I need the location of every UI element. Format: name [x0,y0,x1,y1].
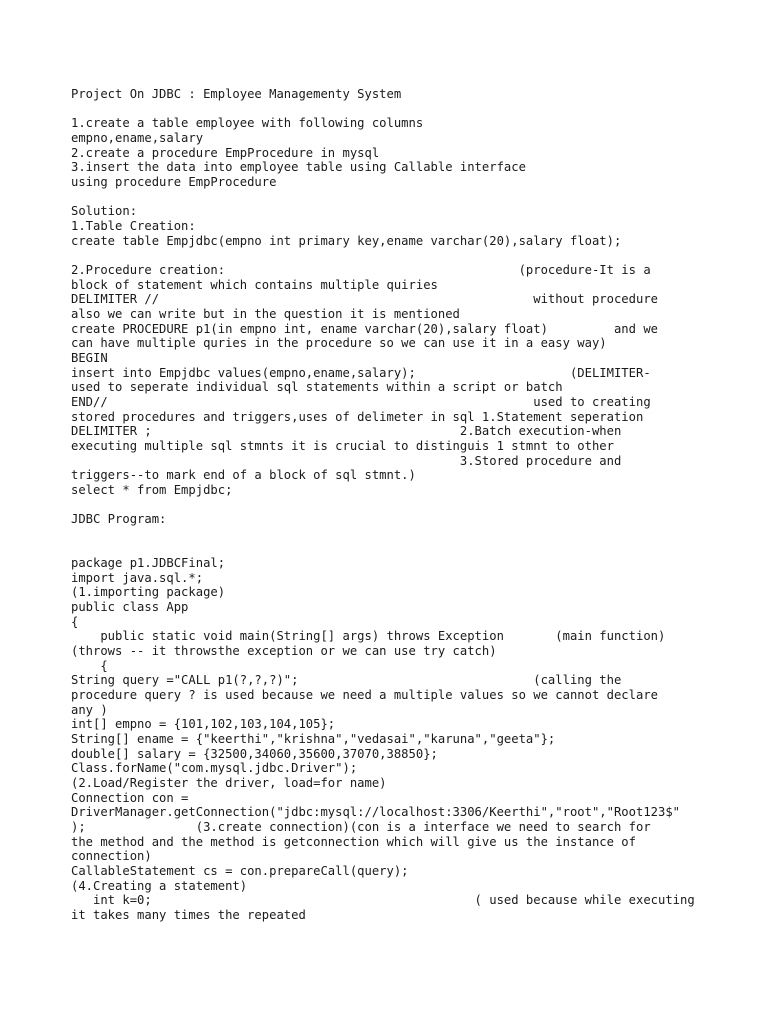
text-line: import java.sql.*; [71,570,204,585]
text-line: (2.Load/Register the driver, load=for name) [71,776,387,791]
text-line: BEGIN [71,350,108,365]
text-line: { [71,614,79,629]
text-line: DriverManager.getConnection("jdbc:mysql://localhost:3306/Keerthi","root","Root123$" [71,805,681,820]
text-line: Class.forName("com.mysql.jdbc.Driver"); [71,761,358,776]
text-line: connection) [71,849,152,864]
text-line: { [71,658,108,673]
text-line: also we can write but in the question it is mentioned [71,306,460,321]
text-line: double[] salary = {32500,34060,35600,37070,38850}; [71,746,438,761]
text-line: the method and the method is getconnection which will give us the instance of [71,834,636,849]
text-line: public class App [71,600,189,615]
text-line: procedure query ? is used because we need a multiple values so we cannot declare [71,688,658,703]
text-line: any ) [71,702,108,717]
text-line: create table Empjdbc(empno int primary key,ename varchar(20),salary float); [71,233,622,248]
text-line: Project On JDBC : Employee Managementy System [71,87,402,101]
text-line: 1.Table Creation: [71,218,196,233]
text-line: 3.Stored procedure and [71,453,622,468]
text-line: can have multiple quries in the procedure so we can use it in a easy way) [71,336,607,351]
text-line: CallableStatement cs = con.prepareCall(query); [71,863,409,878]
text-line: select * from Empjdbc; [71,482,233,497]
text-line: used to seperate individual sql statements within a script or batch [71,380,563,395]
text-line: 3.insert the data into employee table using Callable interface [71,160,526,175]
text-line: it takes many times the repeated [71,907,306,922]
text-line: JDBC Program: [71,512,167,527]
text-line: insert into Empjdbc values(empno,ename,salary); (DELIMITER- [71,365,651,380]
text-line: public static void main(String[] args) throws Exception (main function) [71,629,666,644]
text-line: package p1.JDBCFinal; [71,556,226,571]
text-line: String[] ename = {"keerthi","krishna","vedasai","karuna","geeta"}; [71,732,556,747]
text-line: using procedure EmpProcedure [71,174,277,189]
text-line: int k=0; ( used because while executing [71,893,695,908]
text-line: create PROCEDURE p1(in empno int, ename varchar(20),salary float) and we [71,321,658,336]
text-line: triggers--to mark end of a block of sql stmnt.) [71,468,416,483]
text-line: END// used to creating [71,394,651,409]
text-line: ); (3.create connection)(con is a interface we need to search for [71,820,651,834]
text-line: executing multiple sql stmnts it is crucial to distinguis 1 stmnt to other [71,438,614,453]
text-line: block of statement which contains multiple quiries [71,277,438,292]
text-line: 2.Procedure creation: (procedure-It is a [71,262,651,277]
text-line: DELIMITER // without procedure [71,292,658,307]
text-line: (4.Creating a statement) [71,878,248,893]
text-line: int[] empno = {101,102,103,104,105}; [71,717,336,732]
text-line: 2.create a procedure EmpProcedure in mysql [71,145,380,160]
text-line: DELIMITER ; 2.Batch execution-when [71,424,622,439]
text-line: 1.create a table employee with following columns [71,116,424,131]
text-line: String query ="CALL p1(?,?,?)"; (calling the [71,673,622,688]
text-line: Solution: [71,204,138,219]
text-line: Connection con = [71,790,189,805]
text-line: (1.importing package) [71,585,226,600]
text-line: stored procedures and triggers,uses of delimeter in sql 1.Statement seperation [71,409,644,424]
text-line: (throws -- it throwsthe exception or we can use try catch) [71,644,497,659]
text-line: empno,ename,salary [71,130,204,145]
